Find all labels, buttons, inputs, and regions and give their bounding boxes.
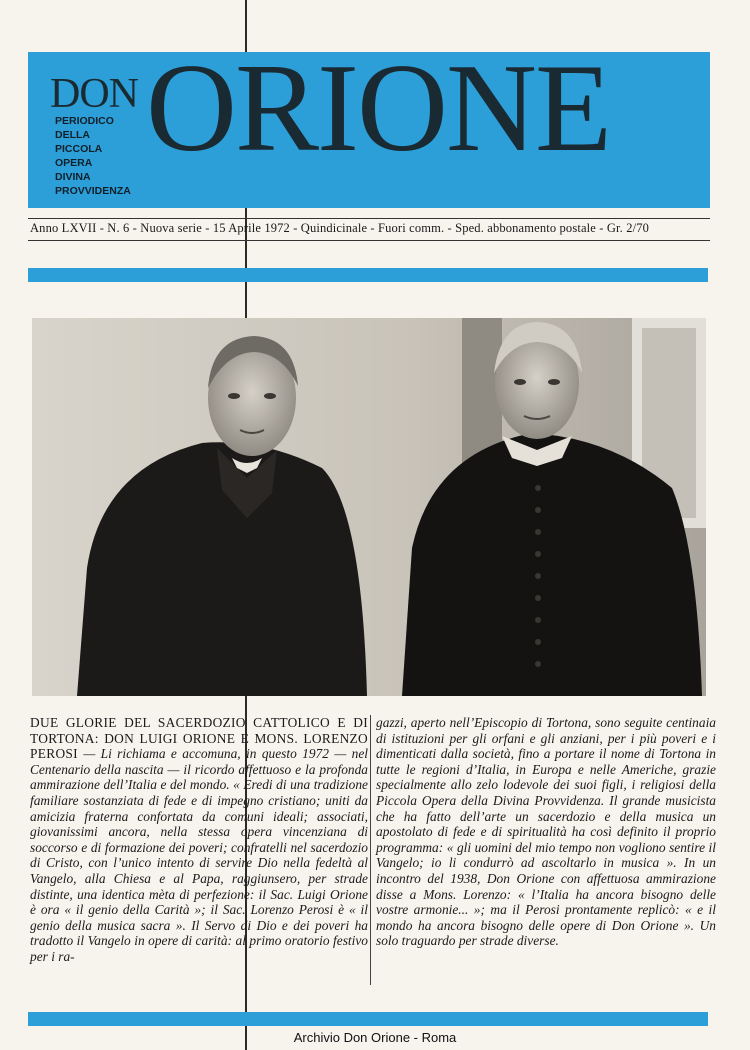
archive-footer: Archivio Don Orione - Roma bbox=[293, 1030, 457, 1045]
subtitle-line: DIVINA bbox=[55, 171, 91, 183]
column-divider bbox=[370, 715, 371, 985]
issue-info-line: Anno LXVII - N. 6 - Nuova serie - 15 Aprile 1972 - Quindicinale - Fuori comm. - Sped. abbonamento postale - Gr. 2/70 bbox=[30, 221, 650, 235]
brand-orione: ORIONE bbox=[146, 39, 610, 178]
subtitle-line: PICCOLA bbox=[55, 143, 103, 155]
blue-bar-top bbox=[28, 268, 708, 282]
info-rule-top bbox=[28, 218, 710, 219]
masthead bbox=[28, 39, 710, 208]
subtitle-line: OPERA bbox=[55, 157, 93, 169]
subtitle-line: PROVVIDENZA bbox=[55, 185, 131, 197]
blue-bar-bottom bbox=[28, 1012, 708, 1026]
article-right-body: gazzi, aperto nell’Episcopio di Tortona, sono seguite centinaia di istituzioni per gli orfani e gli anziani, per i più poveri e i dimenticati dalla società, fino a portare il nome di Tortona in tutte le regioni d’Italia, in Europa e nelle Americhe, grazie specialmente allo zelo lodevole dei suoi figli, i religiosi della Piccola Opera della Divina Provvidenza. Il grande musicista che ha fatto dell’arte un sacerdozio e della musica un apostolato di fede e di spiritualità ha così definito il proprio programma: « gli uomini del mio tempo non vogliono sentire il Vangelo; io li condurrò ad ascoltarlo in musica ». In un incontro del 1938, Don Orione con affettuosa ammirazione disse a Mons. Lorenzo: « l’Italia ha ancora bisogno delle vostre armonie... »; ma il Perosi prontamente replicò: « e il mondo ha ancora bisogno delle opere di Don Orione ». Un solo traguardo per strade diverse. bbox=[376, 715, 716, 949]
subtitle-line: DELLA bbox=[55, 129, 90, 141]
article-lead: DUE GLORIE DEL SACERDOZIO CATTOLICO E DI TORTONA: DON LUIGI ORIONE E MONS. LORENZO PEROSI bbox=[30, 715, 368, 762]
article-column-left bbox=[30, 715, 368, 965]
cover-photo bbox=[32, 318, 706, 696]
brand-don: DON bbox=[50, 71, 138, 117]
article-left-body: — Li richiama e accomuna, in questo 1972 — nel Centenario della nascita — il ricordo affettuoso e la profonda ammirazione dell’Italia e del mondo. « Eredi di una tradizione familiare sostanziata di fede e di impegno cristiano; uniti da amicizia fraterna confortata da comuni ideali; associati, giovanissimi ancora, nella stessa opera vincenziana di soccorso e di formazione dei poveri; confratelli nel sacerdozio di Cristo, con l’unico intento di servire Dio nella fedeltà al Vangelo, alla Chiesa e al Papa, raggiunsero, per strade distinte, una identica mèta di perfezione: il Sac. Luigi Orione è ora « il genio della Carità »; il Sac. Lorenzo Perosi è « il genio della musica sacra ». Il Servo di Dio e dei poveri ha tradotto il Vangelo in opere di carità: al primo oratorio festivo per i ra- bbox=[30, 746, 368, 964]
photo-illustration bbox=[32, 318, 706, 696]
subtitle-line: PERIODICO bbox=[55, 115, 114, 127]
masthead-subtitle bbox=[55, 114, 131, 198]
info-rule-bottom bbox=[28, 240, 710, 241]
article-column-right bbox=[376, 715, 716, 949]
